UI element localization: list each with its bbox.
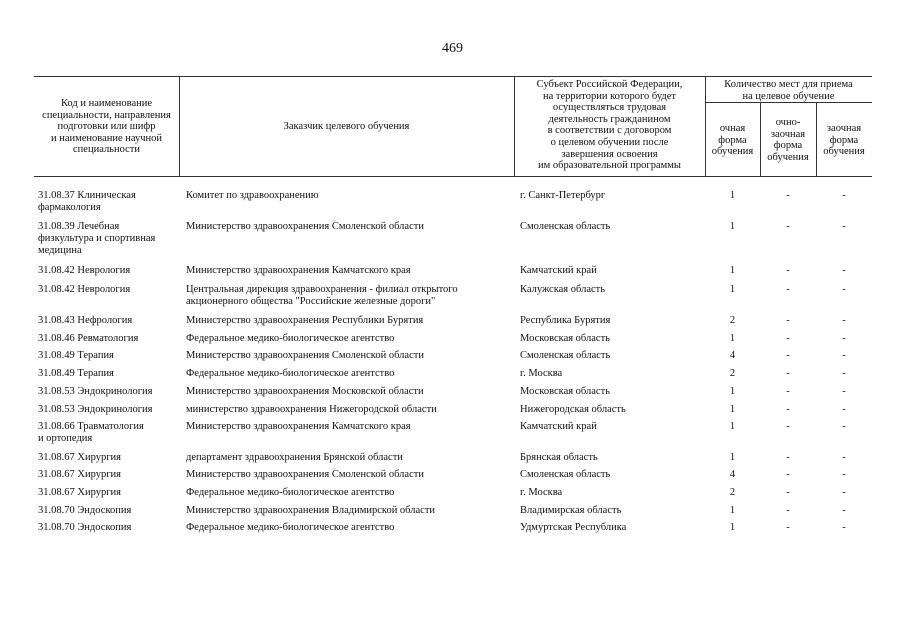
cell-full: 1 <box>729 421 736 432</box>
cell-part: - <box>786 404 790 415</box>
cell-subject: Камчатский край <box>520 421 597 432</box>
cell-customer <box>186 452 511 464</box>
header-full-time: очная форма обучения <box>711 123 754 158</box>
cell-line: Министерство здравоохранения Смоленской области <box>186 469 424 480</box>
header-code: Код и наименование специальности, направления подготовки или шифр и наименование научной специальности <box>42 98 171 156</box>
cell-line: 31.08.67 Хирургия <box>38 487 121 498</box>
cell-subject: Брянская область <box>520 452 598 463</box>
header-subject: Субъект Российской Федерации, на территории которого будет осуществляться трудовая деятельность гражданином в соответствии с договором о целевом обучении после завершения освоения им образовательной программы <box>536 79 683 172</box>
cell-line: 31.08.67 Хирургия <box>38 469 121 480</box>
cell-corr: - <box>842 386 846 397</box>
cell-line: департамент здравоохранения Брянской области <box>186 452 403 463</box>
cell-line: 31.08.39 Лечебная <box>38 221 120 232</box>
cell-customer <box>186 315 511 327</box>
cell-code <box>38 522 178 534</box>
cell-customer <box>186 469 511 481</box>
cell-line: Министерство здравоохранения Камчатского края <box>186 421 411 432</box>
cell-full: 1 <box>729 452 736 463</box>
cell-customer <box>186 505 511 517</box>
cell-part: - <box>786 333 790 344</box>
cell-corr: - <box>842 469 846 480</box>
cell-corr: - <box>842 487 846 498</box>
cell-line: 31.08.42 Неврология <box>38 284 131 295</box>
cell-line: 31.08.37 Клиническая <box>38 190 136 201</box>
cell-line: фармакология <box>38 202 101 213</box>
cell-subject: Калужская область <box>520 284 606 295</box>
cell-full: 1 <box>729 265 736 276</box>
cell-line: 31.08.49 Терапия <box>38 350 114 361</box>
cell-corr: - <box>842 421 846 432</box>
cell-code <box>38 333 178 345</box>
cell-customer <box>186 487 511 499</box>
cell-part: - <box>786 265 790 276</box>
cell-full: 4 <box>729 469 736 480</box>
cell-line: Федеральное медико-биологическое агентство <box>186 487 395 498</box>
cell-corr: - <box>842 522 846 533</box>
cell-code <box>38 386 178 398</box>
header-top-border <box>34 76 872 77</box>
header-correspondence: заочная форма обучения <box>823 123 865 158</box>
cell-line: Министерство здравоохранения Камчатского края <box>186 265 411 276</box>
cell-line: физкультура и спортивная <box>38 233 156 244</box>
cell-part: - <box>786 452 790 463</box>
cell-part: - <box>786 368 790 379</box>
cell-part: - <box>786 421 790 432</box>
cell-customer <box>186 404 511 416</box>
cell-full: 1 <box>729 190 736 201</box>
cell-code <box>38 221 178 257</box>
cell-corr: - <box>842 315 846 326</box>
cell-code <box>38 265 178 277</box>
cell-customer <box>186 522 511 534</box>
cell-code <box>38 487 178 499</box>
cell-subject: Нижегородская область <box>520 404 626 415</box>
cell-line: и ортопедия <box>38 433 93 444</box>
cell-code <box>38 368 178 380</box>
cell-subject: Московская область <box>520 333 610 344</box>
cell-line: 31.08.67 Хирургия <box>38 452 121 463</box>
cell-code <box>38 350 178 362</box>
cell-line: Комитет по здравоохранению <box>186 190 319 201</box>
cell-full: 2 <box>729 368 736 379</box>
cell-code <box>38 404 178 416</box>
cell-line: медицина <box>38 245 82 256</box>
cell-full: 2 <box>729 487 736 498</box>
cell-part: - <box>786 284 790 295</box>
cell-subject: Смоленская область <box>520 350 611 361</box>
cell-line: Федеральное медико-биологическое агентство <box>186 368 395 379</box>
cell-subject: г. Москва <box>520 368 563 379</box>
cell-corr: - <box>842 284 846 295</box>
cell-part: - <box>786 469 790 480</box>
cell-part: - <box>786 522 790 533</box>
cell-line: 31.08.70 Эндоскопия <box>38 522 132 533</box>
cell-customer <box>186 284 511 308</box>
cell-corr: - <box>842 350 846 361</box>
cell-subject: Удмуртская Республика <box>520 522 627 533</box>
header-bottom-border <box>34 176 872 177</box>
cell-full: 4 <box>729 350 736 361</box>
cell-subject: Камчатский край <box>520 265 597 276</box>
cell-corr: - <box>842 265 846 276</box>
cell-full: 1 <box>729 404 736 415</box>
cell-corr: - <box>842 452 846 463</box>
cell-corr: - <box>842 404 846 415</box>
cell-full: 1 <box>729 284 736 295</box>
cell-line: акционерного общества "Российские железные дороги" <box>186 296 436 307</box>
cell-subject: Республика Бурятия <box>520 315 611 326</box>
cell-subject: Московская область <box>520 386 610 397</box>
cell-corr: - <box>842 368 846 379</box>
cell-corr: - <box>842 221 846 232</box>
cell-line: 31.08.42 Неврология <box>38 265 131 276</box>
cell-line: 31.08.46 Ревматология <box>38 333 139 344</box>
cell-full: 1 <box>729 333 736 344</box>
cell-part: - <box>786 190 790 201</box>
cell-line: министерство здравоохранения Нижегородской области <box>186 404 437 415</box>
cell-part: - <box>786 221 790 232</box>
cell-subject: г. Санкт-Петербург <box>520 190 606 201</box>
cell-part: - <box>786 487 790 498</box>
cell-customer <box>186 333 511 345</box>
cell-full: 1 <box>729 505 736 516</box>
cell-line: Федеральное медико-биологическое агентство <box>186 522 395 533</box>
cell-part: - <box>786 505 790 516</box>
cell-corr: - <box>842 505 846 516</box>
cell-full: 1 <box>729 221 736 232</box>
cell-part: - <box>786 350 790 361</box>
page-number: 469 <box>442 41 463 56</box>
cell-line: 31.08.70 Эндоскопия <box>38 505 132 516</box>
header-part-time: очно- заочная форма обучения <box>767 117 809 163</box>
header-customer: Заказчик целевого обучения <box>283 121 410 132</box>
cell-customer <box>186 386 511 398</box>
cell-line: Министерство здравоохранения Смоленской области <box>186 221 424 232</box>
header-places: Количество мест для приема на целевое обучение <box>724 79 853 102</box>
cell-line: Министерство здравоохранения Республики Бурятия <box>186 315 424 326</box>
cell-full: 1 <box>729 386 736 397</box>
cell-code <box>38 452 178 464</box>
cell-corr: - <box>842 190 846 201</box>
cell-code <box>38 284 178 296</box>
cell-line: 31.08.43 Нефрология <box>38 315 133 326</box>
cell-line: Центральная дирекция здравоохранения - филиал открытого <box>186 284 458 295</box>
cell-customer <box>186 221 511 233</box>
cell-subject: Владимирская область <box>520 505 622 516</box>
cell-customer <box>186 368 511 380</box>
cell-part: - <box>786 315 790 326</box>
cell-line: 31.08.66 Травматология <box>38 421 144 432</box>
cell-code <box>38 190 178 214</box>
cell-full: 2 <box>729 315 736 326</box>
cell-subject: г. Москва <box>520 487 563 498</box>
cell-line: 31.08.53 Эндокринология <box>38 404 153 415</box>
cell-line: Министерство здравоохранения Владимирской области <box>186 505 436 516</box>
cell-customer <box>186 350 511 362</box>
cell-code <box>38 315 178 327</box>
cell-subject: Смоленская область <box>520 221 611 232</box>
cell-code <box>38 421 178 445</box>
cell-line: Министерство здравоохранения Смоленской области <box>186 350 424 361</box>
cell-part: - <box>786 386 790 397</box>
cell-line: 31.08.53 Эндокринология <box>38 386 153 397</box>
cell-customer <box>186 265 511 277</box>
cell-corr: - <box>842 333 846 344</box>
cell-subject: Смоленская область <box>520 469 611 480</box>
cell-customer <box>186 421 511 433</box>
cell-line: Министерство здравоохранения Московской области <box>186 386 424 397</box>
cell-code <box>38 505 178 517</box>
cell-line: 31.08.49 Терапия <box>38 368 114 379</box>
cell-customer <box>186 190 511 202</box>
cell-full: 1 <box>729 522 736 533</box>
cell-code <box>38 469 178 481</box>
cell-line: Федеральное медико-биологическое агентство <box>186 333 395 344</box>
